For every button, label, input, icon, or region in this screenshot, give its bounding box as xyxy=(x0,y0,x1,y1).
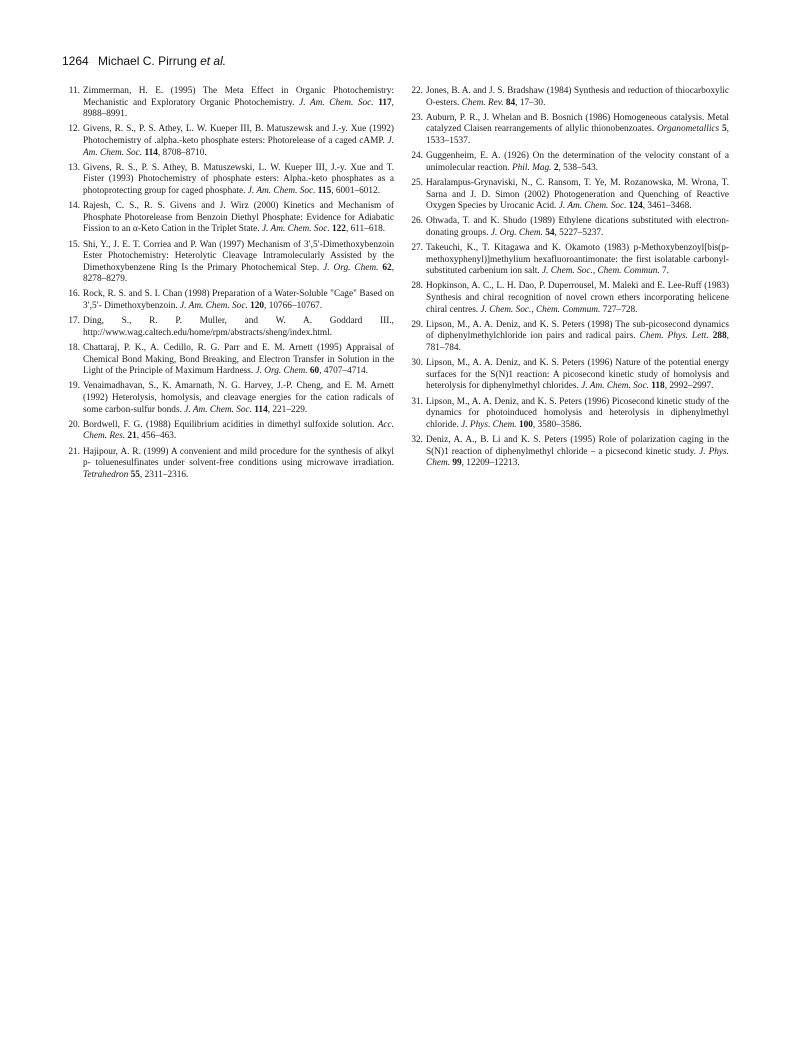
reference-number: 32. xyxy=(411,434,423,445)
reference-number: 17. xyxy=(68,316,80,327)
reference-entry xyxy=(405,243,729,278)
reference-number: 22. xyxy=(411,86,423,96)
reference-number: 21. xyxy=(68,446,80,457)
reference-entry xyxy=(405,216,729,239)
reference-text: Venaimadhavan, S., K. Amarnath, N. G. Harvey, J.-P. Cheng, and E. M. Arnett (1992) Heterolysis, homolysis, and cleavage energies for the cation radicals of some carbon-sulfur bonds. xyxy=(83,381,394,415)
reference-entry xyxy=(62,124,394,159)
reference-text: Givens, R. S., P. S. Athey, B. Matuszewski, L. W. Kueper III, J.-y. Xue and T. Fister (1993) Photochemistry of phosphate esters: Alpha.-keto phosphates as a photoprotecting group for caged phosphate. xyxy=(83,162,394,196)
reference-text: Guggenheim, E. A. (1926) On the determination of the velocity constant of a unimolecular reaction. xyxy=(426,151,729,173)
reference-volume: 114 xyxy=(144,147,158,158)
reference-volume: 5 xyxy=(722,124,727,135)
running-head-authors: Michael C. Pirrung xyxy=(98,54,197,68)
reference-volume: 55 xyxy=(130,469,140,480)
reference-pages: , 8988–8991. xyxy=(83,97,394,120)
reference-number: 25. xyxy=(411,177,423,188)
reference-entry xyxy=(62,343,394,378)
reference-journal: Organometallics xyxy=(657,124,720,135)
reference-volume: 99 xyxy=(452,458,462,469)
reference-volume: 117 xyxy=(378,97,392,108)
reference-journal: J. Am. Chem. Soc. xyxy=(261,224,330,235)
reference-entry xyxy=(62,381,394,416)
page-number: 1264 xyxy=(62,54,89,68)
reference-pages: , 221–229. xyxy=(267,404,308,415)
reference-pages: , 538–543. xyxy=(558,162,598,173)
reference-text: Hajipour, A. R. (1999) A convenient and mild procedure for the synthesis of alkyl p- toluenesulfinates under solvent-free conditions using microwave irradiation. xyxy=(83,446,394,469)
reference-number: 30. xyxy=(411,358,423,369)
reference-pages: 7. xyxy=(662,266,670,277)
reference-number: 23. xyxy=(411,112,423,123)
reference-volume: 84 xyxy=(505,97,516,108)
reference-number: 24. xyxy=(411,151,423,162)
reference-text: Shi, Y., J. E. T. Corriea and P. Wan (1997) Mechanism of 3′,5′-Dimethoxybenzoin Ester Photochemistry: Heterolytic Cleavage Intramolecularly Assisted by the Dimethoxybenzene Ring Is the Primary Photochemical Step. xyxy=(83,239,394,273)
reference-volume: 2 xyxy=(553,162,559,173)
running-head-et-al: et al. xyxy=(200,54,227,68)
reference-number: 31. xyxy=(411,396,423,407)
reference-volume: 100 xyxy=(518,419,533,430)
reference-number: 16. xyxy=(68,289,80,300)
references-right-column xyxy=(405,86,729,473)
reference-entry xyxy=(62,420,394,443)
reference-pages: , 611–618. xyxy=(345,224,386,235)
reference-pages: , 5227–5237. xyxy=(554,227,604,238)
reference-number: 14. xyxy=(68,201,80,212)
reference-text: Deniz, A. A., B. Li and K. S. Peters (1995) Role of polarization caging in the S(N)1 reaction of diphenylmethyl chloride – a picsecond kinetic study. xyxy=(426,434,729,457)
reference-volume: 120 xyxy=(250,301,265,312)
reference-pages: , 4707–4714. xyxy=(319,366,368,377)
reference-pages: , 6001–6012. xyxy=(331,185,381,196)
reference-text: Rock, R. S. and S. I. Chan (1998) Preparation of a Water-Soluble "Cage" Based on 3′,5′- Dimethoxybenzoin. xyxy=(83,289,394,312)
reference-journal: J. Am. Chem. Soc. xyxy=(581,381,649,392)
reference-volume: 122 xyxy=(332,224,346,235)
reference-entry xyxy=(405,151,729,174)
reference-entry xyxy=(62,240,394,286)
reference-pages: , 12209–12213. xyxy=(461,458,520,469)
reference-text: Zimmerman, H. E. (1995) The Meta Effect in Organic Photochemistry: Mechanistic and Exploratory Organic Photochemistry. xyxy=(83,86,394,108)
reference-text: Lipson, M., A. A. Deniz, and K. S. Peters (1998) The sub-picosecond dynamics of diphenylmethylchloride ion pairs and radical pairs. xyxy=(426,319,729,342)
reference-number: 29. xyxy=(411,319,423,330)
reference-text: Ding, S., R. P. Muller, and W. A. Goddard III., http://www.wag.caltech.edu/home/rpm/abstracts/sheng/index.html. xyxy=(83,316,394,338)
reference-text: Jones, B. A. and J. S. Bradshaw (1984) Synthesis and reduction of thiocarboxylic O-esters. xyxy=(426,86,729,108)
reference-text: Haralampus-Grynaviski, N., C. Ransom, T. Ye, M. Rozanowska, M. Wrona, T. Sarna and J. D. Simon (2002) Photogeneration and Quenching of Reactive Oxygen Species by Urocanic Acid. xyxy=(426,177,729,212)
reference-journal: J. Am. Chem. Soc. xyxy=(299,97,374,108)
reference-pages: , 2311–2316. xyxy=(139,469,189,480)
reference-number: 12. xyxy=(68,124,80,135)
reference-volume: 54 xyxy=(545,227,555,238)
reference-pages: , 456–463. xyxy=(136,431,177,442)
reference-entry xyxy=(405,86,729,109)
reference-number: 18. xyxy=(68,343,80,354)
reference-text: Takeuchi, K., T. Kitagawa and K. Okamoto (1983) p-Methoxybenzoyl[bis(p-methoxyphenyl)]methylium hexafluoroantimonate: the first isolatable carbonyl-substituted carbenium ion salt. xyxy=(426,243,729,277)
reference-text: Lipson, M., A. A. Deniz, and K. S. Peters (1996) Picosecond kinetic study of the dynamics for photoinduced homolysis and heterolysis in diphenylmethyl chloride. xyxy=(426,396,729,430)
reference-number: 26. xyxy=(411,216,423,227)
reference-text: Givens, R. S., P. S. Athey, L. W. Kueper III, B. Matuszewsk and J.-y. Xue (1992) Photochemistry of .alpha.-keto phosphate esters: Photorelease of a caged cAMP. xyxy=(83,124,394,146)
reference-pages: , 8278–8279. xyxy=(83,262,395,285)
reference-pages: , 17–30. xyxy=(515,97,546,108)
reference-entry xyxy=(405,113,729,148)
reference-journal: J. Phys. Chem. xyxy=(461,419,517,430)
reference-volume: 288 xyxy=(712,331,727,342)
reference-journal: Acc. Chem. Res. xyxy=(83,419,394,442)
reference-text: Hopkinson, A. C., L. H. Dao, P. Duperrousel, M. Maleki and E. Lee-Ruff (1983) Synthesis and chiral recognition of novel crown ethers incorporating helicene chiral centres. xyxy=(426,281,729,315)
running-header xyxy=(62,54,226,68)
reference-number: 28. xyxy=(411,281,423,292)
reference-entry xyxy=(62,289,394,312)
reference-entry xyxy=(405,358,729,393)
reference-entry xyxy=(62,86,394,121)
reference-journal: J. Chem. Soc., Chem. Commum. xyxy=(480,304,601,315)
reference-journal: Chem. Phys. Lett. xyxy=(639,331,709,342)
reference-journal: J. Am. Chem. Soc. xyxy=(184,404,252,415)
reference-text: Chattaraj, P. K., A. Cedillo, R. G. Parr and E. M. Arnett (1995) Appraisal of Chemical Bond Making, Bond Breaking, and Electron Transfer in Solution in the Light of the Principle of Maximum Hardness. xyxy=(83,343,394,377)
reference-pages: 727–728. xyxy=(602,304,638,315)
reference-entry xyxy=(62,447,394,482)
reference-text: Lipson, M., A. A. Deniz, and K. S. Peters (1996) Nature of the potential energy surfaces for the S(N)1 reaction: A picosecond kinetic study of homolysis and heterolysis for diphenylmethyl chlorides. xyxy=(426,358,729,392)
reference-volume: 124 xyxy=(628,201,643,212)
reference-text: Ohwada, T. and K. Shudo (1989) Ethylene dications substituted with electron-donating groups. xyxy=(426,216,729,238)
reference-text: Bordwell, F. G. (1988) Equilibrium acidities in dimethyl sulfoxide solution. xyxy=(83,419,375,430)
reference-journal: J. Org. Chem. xyxy=(255,366,308,377)
reference-journal: J. Am. Chem. Soc. xyxy=(247,185,316,196)
reference-number: 20. xyxy=(68,419,80,430)
reference-journal: Phil. Mag. xyxy=(511,162,552,173)
reference-journal: J. Am. Chem. Soc. xyxy=(83,135,394,158)
references-left-column xyxy=(62,86,394,485)
reference-number: 15. xyxy=(68,239,80,250)
reference-volume: 118 xyxy=(651,381,665,392)
reference-volume: 21 xyxy=(127,431,137,442)
reference-number: 19. xyxy=(68,381,80,392)
reference-journal: J. Phys. Chem. xyxy=(426,446,729,469)
reference-number: 13. xyxy=(68,162,80,173)
reference-entry xyxy=(62,163,394,198)
reference-journal: J. Am. Chem. Soc. xyxy=(558,201,627,212)
reference-journal: J. Org. Chem. xyxy=(323,262,379,273)
reference-journal: J. Am. Chem. Soc. xyxy=(180,301,248,312)
reference-number: 27. xyxy=(411,243,423,254)
reference-journal: J. Chem. Soc., Chem. Commun. xyxy=(541,266,660,277)
reference-number: 11. xyxy=(68,86,80,96)
reference-entry xyxy=(62,201,394,236)
reference-pages: , 8708–8710. xyxy=(157,147,207,158)
reference-volume: 115 xyxy=(317,185,332,196)
reference-pages: , 3461–3468. xyxy=(642,201,692,212)
reference-pages: , 3580–3586. xyxy=(532,419,582,430)
reference-entry xyxy=(405,435,729,470)
reference-entry xyxy=(405,178,729,213)
reference-pages: , 2992–2997. xyxy=(664,381,714,392)
reference-entry xyxy=(405,320,729,355)
reference-text: Rajesh, C. S., R. S. Givens and J. Wirz (2000) Kinetics and Mechanism of Phosphate Photorelease from Benzoin Diethyl Phosphate: Evidence for Adiabatic Fission to an α-Keto Cation in the Triplet State. xyxy=(83,201,394,235)
reference-journal: J. Org. Chem. xyxy=(490,227,543,238)
reference-pages: , 10766–10767. xyxy=(264,301,323,312)
reference-entry xyxy=(62,316,394,339)
reference-volume: 62 xyxy=(382,262,392,273)
reference-volume: 114 xyxy=(254,404,268,415)
reference-text: Auburn, P. R., J. Whelan and B. Bosnich (1986) Homogeneous catalysis. Metal catalyzed Claisen rearrangements of allylic thionobenzoates. xyxy=(426,112,729,135)
reference-journal: Chem. Rev. xyxy=(461,97,504,108)
reference-entry xyxy=(405,281,729,316)
reference-entry xyxy=(405,397,729,432)
reference-pages: , 781–784. xyxy=(426,331,729,354)
reference-volume: 60 xyxy=(309,366,320,377)
reference-journal: Tetrahedron xyxy=(83,469,129,480)
reference-pages: , 1533–1537. xyxy=(426,124,729,146)
